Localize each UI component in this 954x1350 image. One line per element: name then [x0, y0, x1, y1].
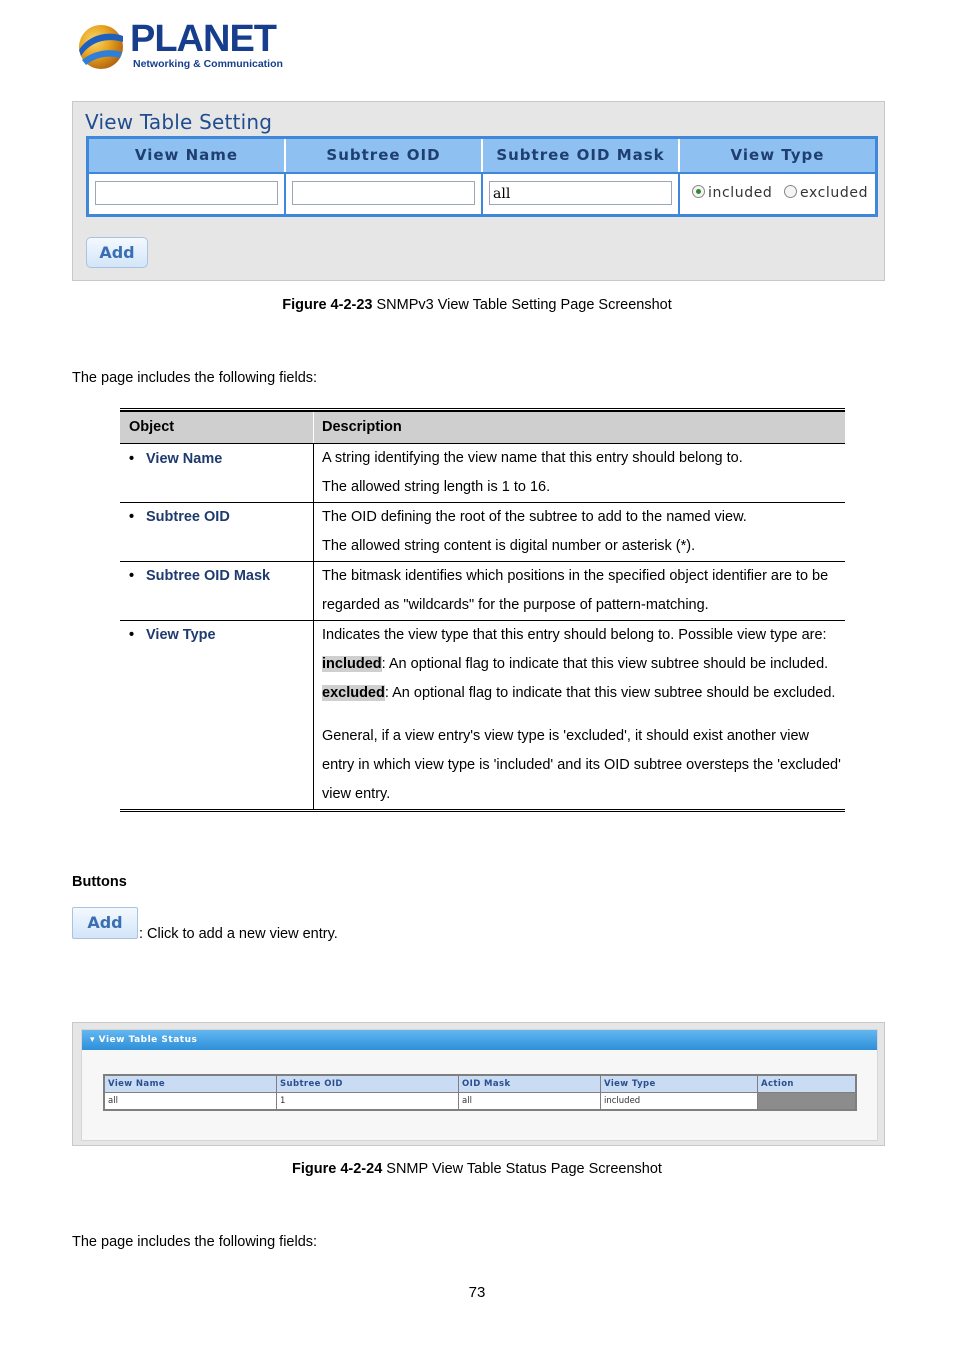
radio-selected-icon [692, 185, 705, 198]
included-label: included [708, 185, 773, 201]
subtree-oid-input[interactable] [292, 181, 475, 205]
view-table-setting-panel [72, 101, 885, 281]
description-line: General, if a view entry's view type is 'excluded', it should exist another view [322, 728, 810, 744]
table-header [104, 1075, 856, 1093]
column-header-subtree-oid: Subtree OID [286, 139, 483, 172]
table-row: • View Name A string identifying the view name that this entry should belong to. The allowed string length is 1 to 16. [120, 443, 845, 502]
globe-icon [76, 20, 126, 72]
radio-unselected-icon [784, 185, 797, 198]
excluded-label: excluded [800, 185, 869, 201]
figure-caption-1 [0, 297, 954, 313]
caption-text: SNMP View Table Status Page Screenshot [382, 1161, 662, 1177]
table-row: • View Type Indicates the view type that this entry should belong to. Possible view type are: included: An optional flag to indicate that this view subtree should be included. excluded: An optional flag to indicate that this view subtree should be excluded. General, if a view entry's view type is 'excluded', it should exist another view entry in which view type is 'included' and its OID subtree oversteps the 'excluded' view entry. [120, 620, 845, 809]
table-row [89, 172, 875, 214]
table-row: • Subtree OID The OID defining the root of the subtree to add to the named view. The allowed string content is digital number or asterisk (*). [120, 502, 845, 561]
panel-title: View Table Setting [85, 110, 273, 134]
description-line: entry in which view type is 'included' and its OID subtree oversteps the 'excluded' [322, 757, 841, 773]
column-header-action: Action [758, 1075, 857, 1093]
object-name: View Type [146, 627, 216, 643]
cell-oid-mask: all [459, 1093, 601, 1111]
description-line: The allowed string content is digital number or asterisk (*). [322, 538, 696, 554]
collapse-arrow-icon: ▾ [90, 1035, 99, 1045]
term-included-text: : An optional flag to indicate that this view subtree should be included. [381, 656, 829, 672]
intro-paragraph-2: The page includes the following fields: [72, 1234, 318, 1250]
figure-caption-2 [0, 1161, 954, 1177]
panel-title: View Table Status [98, 1035, 198, 1045]
description-line: regarded as "wildcards" for the purpose of pattern-matching. [322, 597, 709, 613]
column-header-view-type: View Type [601, 1075, 758, 1093]
page-number: 73 [468, 1284, 486, 1301]
status-panel-inner [81, 1029, 878, 1141]
term-excluded: excluded [322, 685, 385, 701]
view-table-status-panel [72, 1022, 885, 1146]
cell-subtree-oid: 1 [277, 1093, 459, 1111]
caption-label: Figure 4-2-23 [282, 297, 373, 313]
column-header-view-name: View Name [89, 139, 286, 172]
term-excluded-text: : An optional flag to indicate that this view subtree should be excluded. [384, 685, 836, 701]
logo-tagline: Networking & Communication [133, 58, 283, 70]
description-line [322, 650, 845, 679]
caption-text: SNMPv3 View Table Setting Page Screenshot [372, 297, 672, 313]
view-table-setting-table [86, 136, 878, 217]
caption-label: Figure 4-2-24 [292, 1161, 383, 1177]
table-header [120, 411, 845, 443]
fields-table [120, 408, 845, 812]
header-description: Description [322, 419, 402, 435]
description-line: A string identifying the view name that this entry should belong to. [322, 450, 743, 466]
included-radio[interactable] [692, 185, 772, 201]
add-button-description: : Click to add a new view entry. [139, 926, 338, 942]
table-header [89, 139, 875, 172]
planet-logo [76, 18, 283, 74]
buttons-heading: Buttons [72, 874, 127, 890]
column-header-view-type: View Type [730, 146, 825, 164]
header-object: Object [120, 412, 314, 443]
object-name: View Name [146, 451, 223, 467]
logo-wordmark: PLANET [130, 18, 276, 60]
view-name-input[interactable] [95, 181, 278, 205]
cell-action[interactable] [758, 1093, 857, 1111]
column-header-subtree-oid-mask: Subtree OID Mask [483, 139, 680, 172]
add-button[interactable]: Add [86, 237, 148, 268]
column-header-oid-mask: OID Mask [459, 1075, 601, 1093]
description-line [322, 679, 845, 708]
description-line: The bitmask identifies which positions in the specified object identifier are to be [322, 568, 829, 584]
table-row: • Subtree OID Mask The bitmask identifies which positions in the specified object identifier are to be regarded as "wildcards" for the purpose of pattern-matching. [120, 561, 845, 620]
object-name: Subtree OID [146, 509, 230, 525]
cell-view-type: included [601, 1093, 758, 1111]
panel-title-bar[interactable] [82, 1030, 877, 1050]
description-line: Indicates the view type that this entry should belong to. Possible view type are: [322, 627, 827, 643]
table-row [104, 1093, 856, 1111]
add-button-sample[interactable]: Add [72, 907, 138, 939]
description-line: view entry. [322, 786, 391, 802]
cell-view-name: all [104, 1093, 277, 1111]
subtree-oid-mask-input[interactable]: all [489, 181, 672, 205]
column-header-subtree-oid: Subtree OID [277, 1075, 459, 1093]
description-line: The OID defining the root of the subtree to add to the named view. [322, 509, 747, 525]
column-header-view-name: View Name [104, 1075, 277, 1093]
view-table-status-table [103, 1074, 857, 1111]
term-included: included [322, 656, 382, 672]
description-line: The allowed string length is 1 to 16. [322, 479, 551, 495]
intro-paragraph: The page includes the following fields: [72, 370, 318, 386]
excluded-radio[interactable] [784, 185, 868, 201]
object-name: Subtree OID Mask [146, 568, 271, 584]
